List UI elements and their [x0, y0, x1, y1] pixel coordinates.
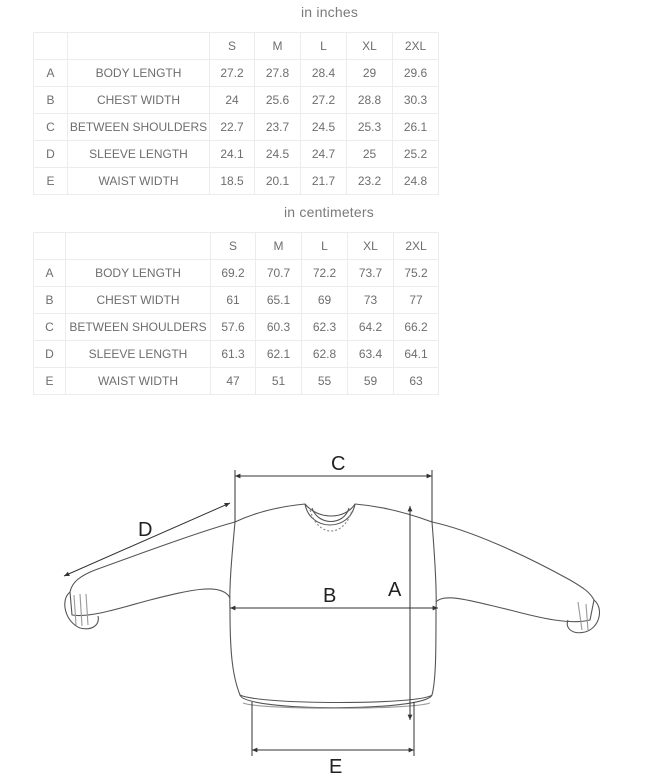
table-row — [34, 114, 439, 141]
table-row — [34, 314, 439, 341]
measurement-code: A — [34, 260, 66, 287]
measurement-value: 62.3 — [302, 314, 348, 341]
measurement-label: SLEEVE LENGTH — [66, 341, 211, 368]
dimension-label-e: E — [329, 756, 343, 778]
measurement-code: D — [34, 341, 66, 368]
measurement-label: CHEST WIDTH — [68, 87, 210, 114]
measurement-value: 24.5 — [301, 114, 347, 141]
size-header-cell: S — [211, 233, 256, 260]
measurement-value: 23.2 — [347, 168, 393, 195]
measurement-value: 66.2 — [394, 314, 439, 341]
measurement-value: 47 — [211, 368, 256, 395]
measurement-code: E — [34, 168, 68, 195]
measurement-label: WAIST WIDTH — [68, 168, 210, 195]
measurement-label: CHEST WIDTH — [66, 287, 211, 314]
measurement-value: 70.7 — [256, 260, 302, 287]
measurement-label: WAIST WIDTH — [66, 368, 211, 395]
measurement-value: 63 — [394, 368, 439, 395]
measurement-value: 61.3 — [211, 341, 256, 368]
measurement-value: 69.2 — [211, 260, 256, 287]
table-row — [34, 141, 439, 168]
measurement-code: D — [34, 141, 68, 168]
measurement-value: 62.1 — [256, 341, 302, 368]
table-row — [34, 60, 439, 87]
dimension-label-c: C — [331, 453, 346, 475]
measurement-value: 24.5 — [255, 141, 301, 168]
measurement-label: BODY LENGTH — [66, 260, 211, 287]
measurement-value: 64.2 — [348, 314, 394, 341]
measurement-value: 25.6 — [255, 87, 301, 114]
measurement-value: 65.1 — [256, 287, 302, 314]
sweater-measurement-diagram — [0, 420, 649, 780]
size-header-cell: XL — [348, 233, 394, 260]
measurement-label: BETWEEN SHOULDERS — [68, 114, 210, 141]
measurement-value: 77 — [394, 287, 439, 314]
measurement-value: 28.4 — [301, 60, 347, 87]
measurement-code: C — [34, 314, 66, 341]
measurement-value: 27.8 — [255, 60, 301, 87]
inches-title: in inches — [301, 4, 359, 20]
measurement-value: 24.1 — [210, 141, 255, 168]
measurement-value: 23.7 — [255, 114, 301, 141]
measurement-value: 62.8 — [302, 341, 348, 368]
measurement-code: B — [34, 287, 66, 314]
inches-size-table — [33, 32, 439, 195]
table-row — [34, 168, 439, 195]
measurement-value: 27.2 — [210, 60, 255, 87]
measurement-value: 22.7 — [210, 114, 255, 141]
size-header-cell: 2XL — [394, 233, 439, 260]
size-header-cell: XL — [347, 33, 393, 60]
measurement-label: SLEEVE LENGTH — [68, 141, 210, 168]
size-header-cell: 2XL — [393, 33, 439, 60]
measurement-value: 75.2 — [394, 260, 439, 287]
measurement-value: 29.6 — [393, 60, 439, 87]
dimension-label-b: B — [323, 585, 337, 607]
measurement-value: 57.6 — [211, 314, 256, 341]
measurement-value: 73.7 — [348, 260, 394, 287]
table-row — [34, 87, 439, 114]
measurement-value: 24 — [210, 87, 255, 114]
dimension-label-a: A — [388, 579, 402, 601]
measurement-value: 25.3 — [347, 114, 393, 141]
measurement-lines — [64, 470, 438, 756]
table-row — [34, 368, 439, 395]
measurement-value: 27.2 — [301, 87, 347, 114]
table-row — [34, 341, 439, 368]
measurement-value: 24.8 — [393, 168, 439, 195]
measurement-value: 72.2 — [302, 260, 348, 287]
measurement-code: E — [34, 368, 66, 395]
size-header-cell: L — [302, 233, 348, 260]
header-blank-code — [34, 33, 68, 60]
measurement-value: 59 — [348, 368, 394, 395]
measurement-value: 29 — [347, 60, 393, 87]
measurement-value: 69 — [302, 287, 348, 314]
measurement-value: 51 — [256, 368, 302, 395]
measurement-label: BODY LENGTH — [68, 60, 210, 87]
measurement-value: 55 — [302, 368, 348, 395]
header-blank-label — [66, 233, 211, 260]
measurement-value: 24.7 — [301, 141, 347, 168]
measurement-value: 60.3 — [256, 314, 302, 341]
table-row — [34, 260, 439, 287]
measurement-value: 28.8 — [347, 87, 393, 114]
measurement-value: 20.1 — [255, 168, 301, 195]
size-header-cell: L — [301, 33, 347, 60]
measurement-value: 25.2 — [393, 141, 439, 168]
centimeters-size-table — [33, 232, 439, 395]
measurement-value: 18.5 — [210, 168, 255, 195]
size-header-cell: M — [256, 233, 302, 260]
size-header-cell: S — [210, 33, 255, 60]
measurement-value: 26.1 — [393, 114, 439, 141]
centimeters-title: in centimeters — [284, 204, 374, 220]
measurement-value: 30.3 — [393, 87, 439, 114]
header-blank-label — [68, 33, 210, 60]
measurement-value: 61 — [211, 287, 256, 314]
measurement-label: BETWEEN SHOULDERS — [66, 314, 211, 341]
measurement-value: 64.1 — [394, 341, 439, 368]
size-header-row — [34, 233, 439, 260]
measurement-value: 63.4 — [348, 341, 394, 368]
measurement-value: 73 — [348, 287, 394, 314]
measurement-value: 25 — [347, 141, 393, 168]
measurement-value: 21.7 — [301, 168, 347, 195]
table-row — [34, 287, 439, 314]
measurement-code: A — [34, 60, 68, 87]
measurement-code: C — [34, 114, 68, 141]
header-blank-code — [34, 233, 66, 260]
size-header-row — [34, 33, 439, 60]
measurement-code: B — [34, 87, 68, 114]
size-header-cell: M — [255, 33, 301, 60]
dimension-label-d: D — [138, 519, 153, 541]
